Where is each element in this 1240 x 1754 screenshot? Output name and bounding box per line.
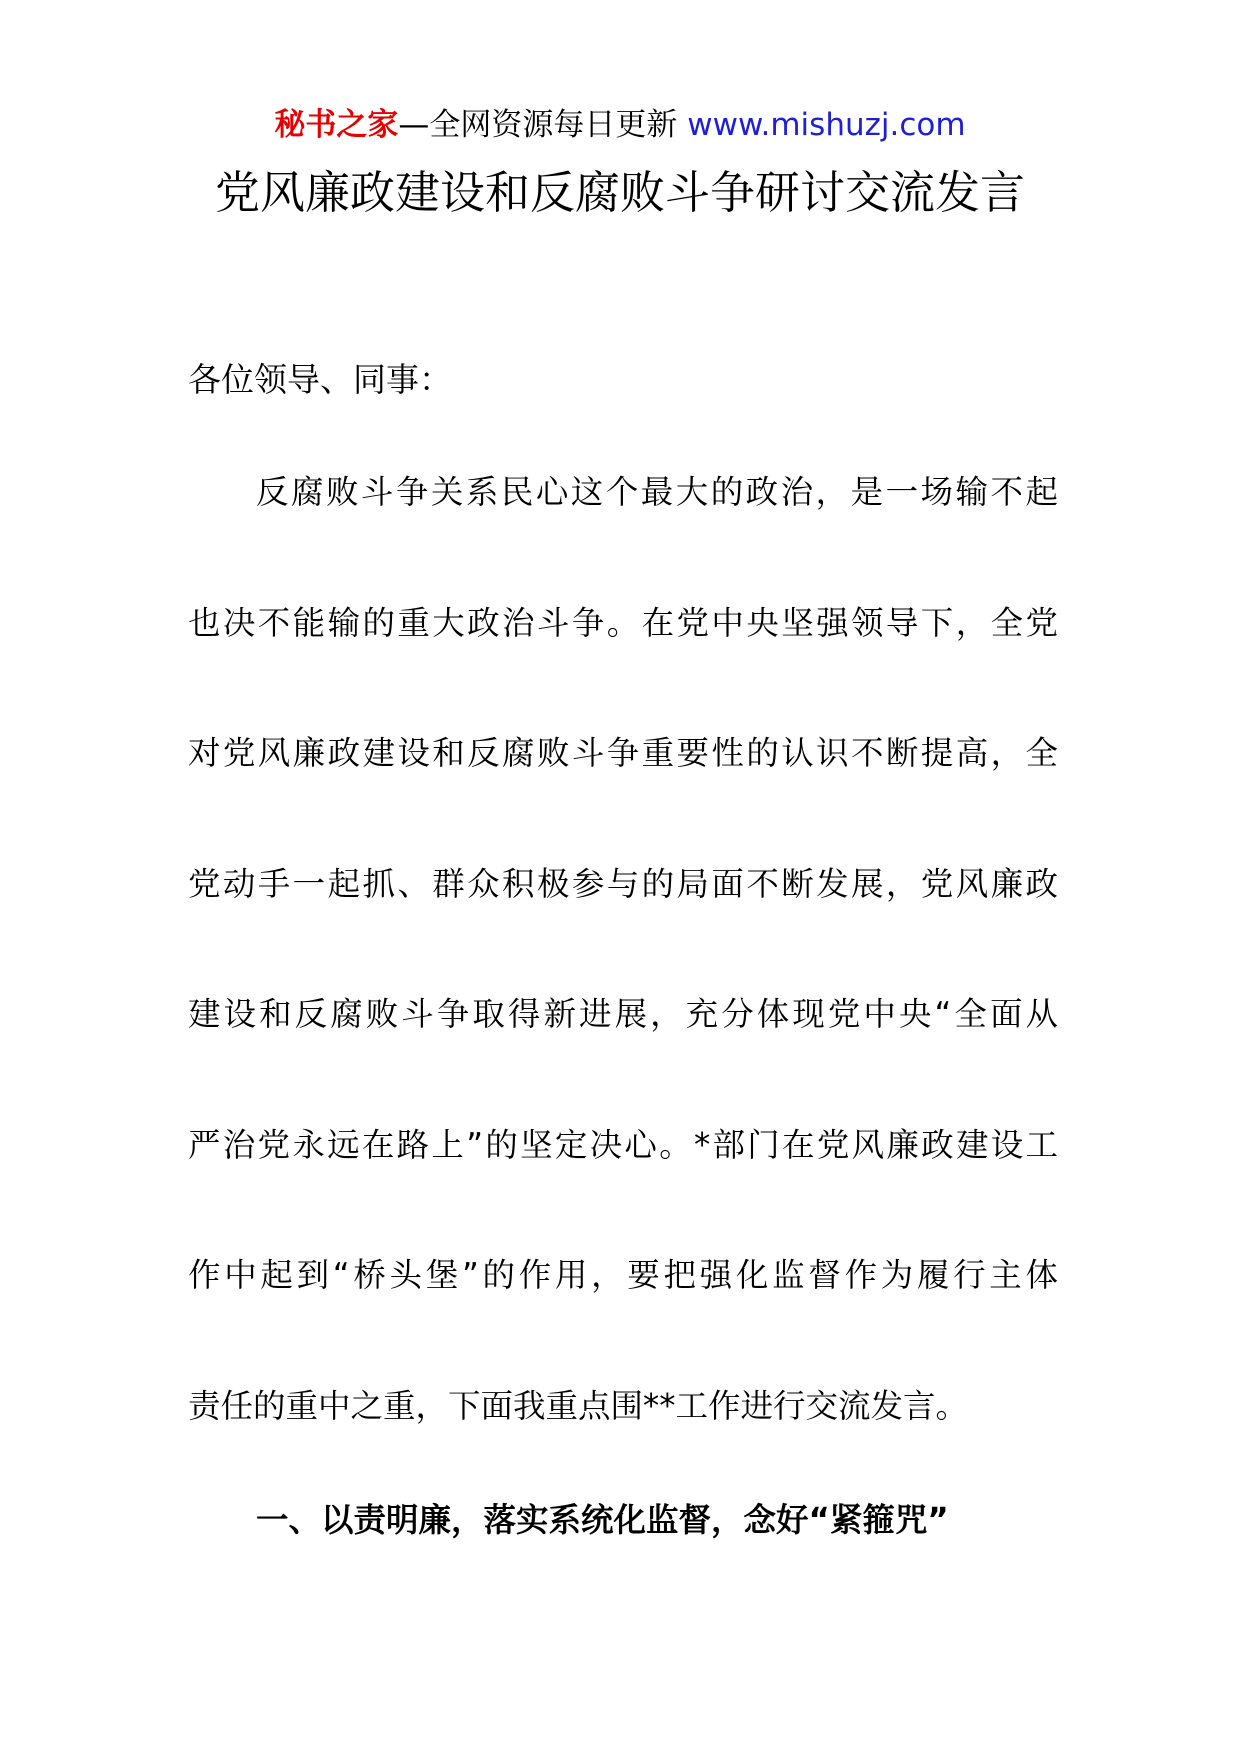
paragraph-line: 严治党永远在路上”的坚定决心。*部门在党风廉政建设工 <box>188 1125 1058 1164</box>
paragraph-line: 也决不能输的重大政治斗争。在党中央坚强领导下，全党 <box>188 603 1058 642</box>
paragraph-line: 责任的重中之重，下面我重点围**工作进行交流发言。 <box>188 1386 969 1425</box>
paragraph-line: 反腐败斗争关系民心这个最大的政治，是一场输不起 <box>256 473 1058 511</box>
paragraph-line: 作中起到“桥头堡”的作用，要把强化监督作为履行主体 <box>188 1256 1058 1294</box>
intro-paragraph <box>188 464 1058 1508</box>
site-url-link[interactable]: www.mishuzj.com <box>687 107 966 143</box>
paragraph-line: 党动手一起抓、群众积极参与的局面不断发展，党风廉政 <box>188 864 1058 903</box>
site-header <box>0 100 1240 150</box>
paragraph-line: 对党风廉政建设和反腐败斗争重要性的认识不断提高，全 <box>188 734 1058 772</box>
document-title: 党风廉政建设和反腐败斗争研讨交流发言 <box>214 166 1025 219</box>
site-tagline: —全网资源每日更新 <box>398 107 688 143</box>
greeting-line: 各位领导、同事： <box>188 360 452 399</box>
site-name: 秘书之家 <box>274 107 399 143</box>
section-heading: 一、以责明廉，落实系统化监督，念好“紧箍咒” <box>256 1501 949 1539</box>
paragraph-line: 建设和反腐败斗争取得新进展，充分体现党中央“全面从 <box>188 995 1058 1033</box>
